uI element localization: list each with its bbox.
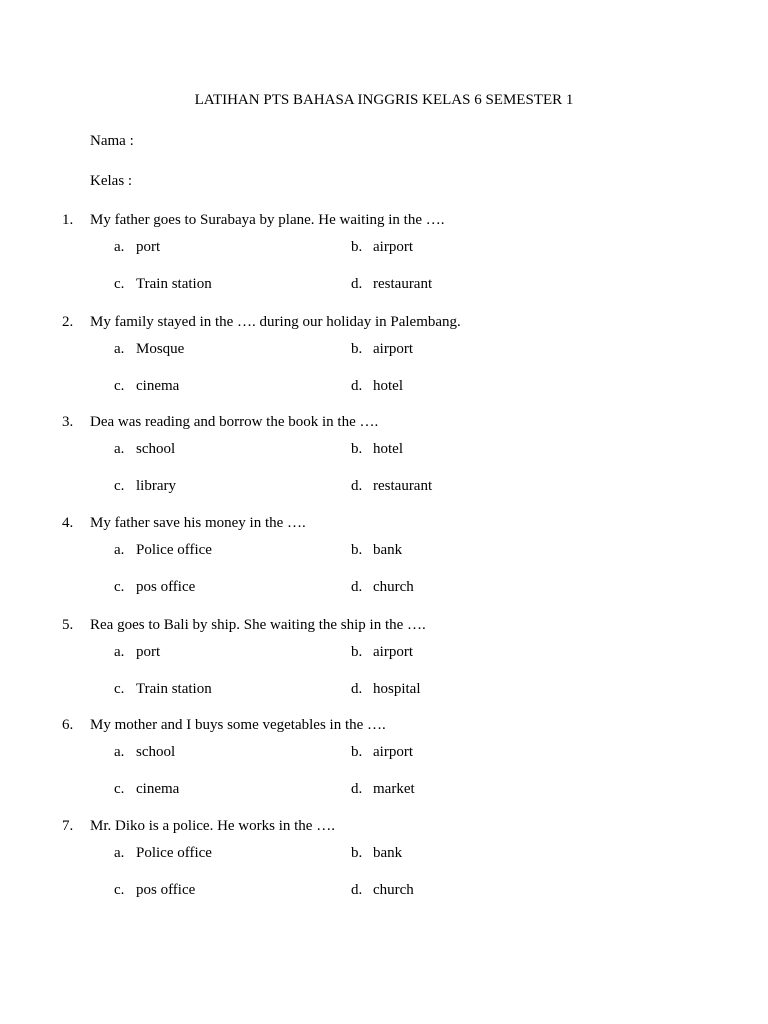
question-text: My father save his money in the ….: [90, 515, 306, 531]
option-letter: a.: [114, 845, 125, 861]
question-item: [0, 212, 768, 302]
option-text: market: [373, 781, 415, 797]
option-letter: c.: [114, 882, 125, 898]
nama-field-label: Nama :: [90, 133, 134, 149]
option-text: cinema: [136, 781, 180, 797]
question-text: My father goes to Surabaya by plane. He waiting in the ….: [90, 212, 445, 228]
option-text: Police office: [136, 845, 212, 861]
question-item: [0, 818, 768, 908]
option-text: restaurant: [373, 276, 433, 292]
option-text: airport: [373, 239, 413, 255]
option-letter: c.: [114, 579, 125, 595]
question-item: [0, 717, 768, 807]
option-letter: b.: [351, 341, 363, 357]
option-text: airport: [373, 341, 413, 357]
option-letter: a.: [114, 542, 125, 558]
option-letter: c.: [114, 681, 125, 697]
option-text: airport: [373, 644, 413, 660]
option-letter: d.: [351, 681, 363, 697]
option-letter: c.: [114, 781, 125, 797]
question-item: [0, 617, 768, 707]
option-text: port: [136, 239, 161, 255]
option-text: cinema: [136, 378, 180, 394]
option-text: school: [136, 441, 176, 457]
page-title: LATIHAN PTS BAHASA INGGRIS KELAS 6 SEMESTER 1: [194, 92, 574, 108]
option-text: school: [136, 744, 176, 760]
question-number: 2.: [62, 314, 74, 330]
option-letter: d.: [351, 276, 363, 292]
option-letter: b.: [351, 845, 363, 861]
question-text: My family stayed in the …. during our holiday in Palembang.: [90, 314, 461, 330]
option-text: pos office: [136, 579, 196, 595]
option-text: port: [136, 644, 161, 660]
option-text: pos office: [136, 882, 196, 898]
option-letter: b.: [351, 542, 363, 558]
question-text: Mr. Diko is a police. He works in the ….: [90, 818, 335, 834]
option-text: hospital: [373, 681, 421, 697]
option-text: church: [373, 882, 414, 898]
question-number: 7.: [62, 818, 74, 834]
question-number: 4.: [62, 515, 74, 531]
option-text: Police office: [136, 542, 212, 558]
option-letter: b.: [351, 644, 363, 660]
question-text: My mother and I buys some vegetables in the ….: [90, 717, 386, 733]
question-item: [0, 414, 768, 504]
option-letter: d.: [351, 882, 363, 898]
option-text: hotel: [373, 441, 403, 457]
option-text: Mosque: [136, 341, 185, 357]
option-text: Train station: [136, 681, 212, 697]
question-item: [0, 314, 768, 404]
question-number: 6.: [62, 717, 74, 733]
kelas-field-label: Kelas :: [90, 173, 133, 189]
option-text: restaurant: [373, 478, 433, 494]
option-letter: b.: [351, 744, 363, 760]
question-text: Dea was reading and borrow the book in the ….: [90, 414, 379, 430]
option-text: church: [373, 579, 414, 595]
question-number: 3.: [62, 414, 74, 430]
question-item: [0, 515, 768, 605]
option-letter: a.: [114, 644, 125, 660]
option-text: airport: [373, 744, 413, 760]
option-letter: a.: [114, 744, 125, 760]
option-letter: d.: [351, 781, 363, 797]
option-letter: c.: [114, 378, 125, 394]
option-text: bank: [373, 542, 403, 558]
option-letter: c.: [114, 478, 125, 494]
option-letter: d.: [351, 478, 363, 494]
question-number: 1.: [62, 212, 74, 228]
option-letter: a.: [114, 341, 125, 357]
option-letter: a.: [114, 239, 125, 255]
option-text: library: [136, 478, 176, 494]
option-letter: d.: [351, 378, 363, 394]
question-number: 5.: [62, 617, 74, 633]
option-text: hotel: [373, 378, 403, 394]
question-text: Rea goes to Bali by ship. She waiting the ship in the ….: [90, 617, 426, 633]
option-letter: d.: [351, 579, 363, 595]
option-letter: b.: [351, 239, 363, 255]
option-letter: c.: [114, 276, 125, 292]
option-text: Train station: [136, 276, 212, 292]
option-text: bank: [373, 845, 403, 861]
option-letter: b.: [351, 441, 363, 457]
option-letter: a.: [114, 441, 125, 457]
